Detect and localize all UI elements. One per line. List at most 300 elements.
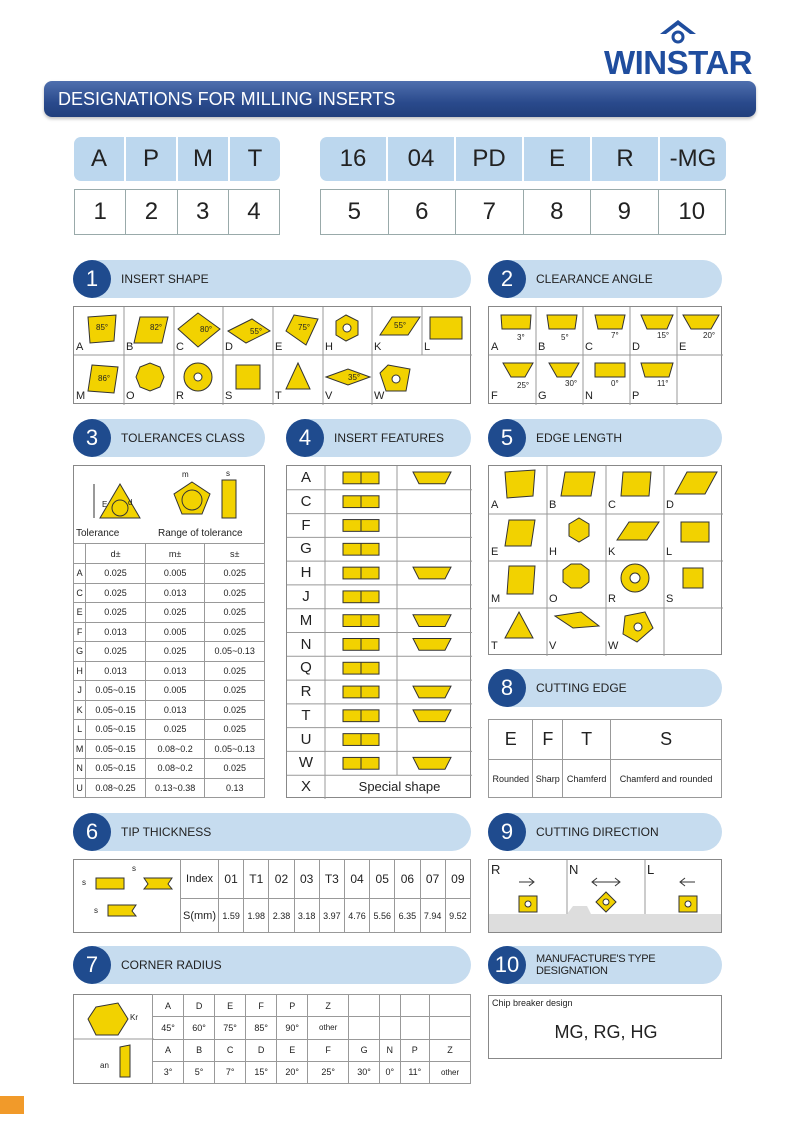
position-cell: 9 bbox=[591, 190, 659, 234]
section-10-header bbox=[488, 946, 722, 984]
tol-cell: C bbox=[74, 583, 86, 603]
section-9-header bbox=[488, 813, 722, 851]
corner-cell: 45° bbox=[153, 1017, 184, 1039]
edge-v-icon bbox=[555, 612, 599, 628]
section-label: INSERT FEATURES bbox=[334, 431, 445, 445]
code-cell: M bbox=[178, 137, 230, 181]
section-label: MANUFACTURE'S TYPE DESIGNATION bbox=[536, 953, 656, 977]
clearance-e-icon bbox=[683, 315, 719, 329]
section-number: 10 bbox=[488, 946, 526, 984]
corner-empty-cell bbox=[400, 995, 430, 1017]
tol-cell: 0.013 bbox=[86, 661, 146, 681]
feature-letter: R bbox=[300, 683, 312, 701]
tol-cell: K bbox=[74, 700, 86, 720]
clearance-drawings bbox=[489, 307, 723, 405]
thickness-value: 5.56 bbox=[370, 899, 395, 933]
corner-cell: P bbox=[277, 995, 308, 1017]
shape-angle: 55° bbox=[250, 327, 263, 336]
section-4-header bbox=[286, 419, 471, 457]
shape-c-icon bbox=[178, 313, 220, 347]
section-label: CLEARANCE ANGLE bbox=[536, 272, 653, 286]
corner-cell: 90° bbox=[277, 1017, 308, 1039]
section-label: TIP THICKNESS bbox=[121, 825, 212, 839]
clearance-a-icon bbox=[501, 315, 531, 329]
edge-letter: H bbox=[549, 546, 557, 558]
insert-features-grid bbox=[286, 465, 471, 798]
brand-logo bbox=[598, 18, 758, 81]
thickness-value: 2.38 bbox=[269, 899, 294, 933]
thickness-axis-label: s bbox=[94, 906, 98, 915]
edge-l-icon bbox=[681, 522, 709, 542]
clearance-angle: 5° bbox=[561, 333, 569, 342]
clearance-angle-grid bbox=[488, 306, 722, 404]
edge-letter: C bbox=[608, 499, 616, 511]
clearance-letter: D bbox=[632, 341, 640, 353]
section-label: INSERT SHAPE bbox=[121, 272, 209, 286]
tol-cell: 0.025 bbox=[86, 564, 146, 584]
clearance-b-icon bbox=[547, 315, 577, 329]
section-number: 8 bbox=[488, 669, 526, 707]
direction-letter: N bbox=[569, 862, 579, 877]
shape-letter: R bbox=[176, 390, 184, 402]
thickness-axis-label: s bbox=[82, 878, 86, 887]
corner-cell: 0° bbox=[380, 1061, 400, 1083]
tol-cell: M bbox=[74, 739, 86, 759]
shape-letter: M bbox=[76, 390, 86, 402]
edge-h-icon bbox=[569, 518, 589, 542]
tol-cell: 0.08~0.2 bbox=[145, 759, 205, 779]
section-7-header bbox=[73, 946, 471, 984]
tol-cell: 0.025 bbox=[145, 603, 205, 623]
an-label: an bbox=[100, 1061, 109, 1070]
edge-length-grid bbox=[488, 465, 722, 655]
tol-cell: 0.05~0.15 bbox=[86, 700, 146, 720]
tol-col-header: d± bbox=[86, 544, 146, 564]
edge-letter: B bbox=[549, 499, 557, 511]
corner-cell: P bbox=[400, 1039, 430, 1061]
feature-side-icon bbox=[413, 710, 451, 722]
clearance-angle: 3° bbox=[517, 333, 525, 342]
corner-empty-cell bbox=[430, 1017, 471, 1039]
tip-thickness-table bbox=[180, 859, 471, 933]
cutting-edge-name: Chamferd and rounded bbox=[611, 760, 722, 798]
section-number: 6 bbox=[73, 813, 111, 851]
index-label: Index bbox=[181, 860, 219, 899]
tol-cell: 0.025 bbox=[205, 681, 265, 701]
corner-cell: 75° bbox=[215, 1017, 246, 1039]
shape-letter: S bbox=[225, 390, 233, 402]
edge-b-icon bbox=[561, 472, 595, 496]
thickness-index: 04 bbox=[344, 860, 369, 899]
corner-cell: E bbox=[215, 995, 246, 1017]
code-cell: 04 bbox=[388, 137, 456, 181]
tolerance-header-left: Tolerance bbox=[76, 528, 120, 539]
thickness-index: T1 bbox=[244, 860, 269, 899]
section-5-header bbox=[488, 419, 722, 457]
edge-letter: L bbox=[666, 546, 673, 558]
thickness-value: 3.97 bbox=[319, 899, 344, 933]
edge-letter: A bbox=[491, 499, 499, 511]
s-label: S(mm) bbox=[181, 899, 219, 933]
special-shape-label: Special shape bbox=[358, 779, 441, 794]
code-cell: E bbox=[524, 137, 592, 181]
kr-label: Kr bbox=[130, 1013, 138, 1022]
shape-angle: 55° bbox=[394, 321, 407, 330]
position-cell: 2 bbox=[126, 190, 177, 234]
section-number: 1 bbox=[73, 260, 111, 298]
tol-cell: 0.025 bbox=[205, 700, 265, 720]
section-1-header bbox=[73, 260, 471, 298]
clearance-angle: 15° bbox=[657, 331, 670, 340]
corner-cell: 25° bbox=[308, 1061, 349, 1083]
tol-cell: 0.05~0.13 bbox=[205, 642, 265, 662]
code-cell: PD bbox=[456, 137, 524, 181]
tol-cell: 0.08~0.2 bbox=[145, 739, 205, 759]
clearance-letter: F bbox=[491, 390, 498, 402]
edge-letter: V bbox=[549, 640, 557, 652]
code-left-bar bbox=[74, 137, 280, 181]
thickness-index: 09 bbox=[445, 860, 470, 899]
clearance-d-icon bbox=[641, 315, 673, 329]
shape-letter: C bbox=[176, 341, 184, 353]
position-cell: 4 bbox=[247, 198, 261, 225]
corner-cell: other bbox=[308, 1017, 349, 1039]
thickness-index: T3 bbox=[319, 860, 344, 899]
tol-cell: 0.005 bbox=[145, 564, 205, 584]
tol-col-header: m± bbox=[145, 544, 205, 564]
tol-cell: F bbox=[74, 622, 86, 642]
clearance-angle: 7° bbox=[611, 331, 619, 340]
cutting-edge-code: T bbox=[563, 720, 611, 760]
clearance-letter: N bbox=[585, 390, 593, 402]
corner-cell: C bbox=[215, 1039, 246, 1061]
code-right-bar bbox=[320, 137, 726, 181]
section-2-header bbox=[488, 260, 722, 298]
clearance-c-icon bbox=[595, 315, 625, 329]
clearance-angle: 0° bbox=[611, 379, 619, 388]
clearance-letter: P bbox=[632, 390, 640, 402]
thickness-index: 02 bbox=[269, 860, 294, 899]
tol-cell: 0.013 bbox=[145, 583, 205, 603]
feature-side-icon bbox=[413, 757, 451, 769]
feature-letter: J bbox=[302, 587, 310, 605]
tolerance-d-label: d bbox=[128, 498, 133, 507]
edge-d-icon bbox=[675, 472, 717, 494]
corner-empty-cell bbox=[349, 1017, 380, 1039]
feature-letter: A bbox=[300, 469, 311, 486]
corner-cell: 60° bbox=[184, 1017, 215, 1039]
tol-cell: N bbox=[74, 759, 86, 779]
shape-angle: 80° bbox=[200, 325, 213, 334]
tol-cell: 0.05~0.15 bbox=[86, 759, 146, 779]
corner-cell: 7° bbox=[215, 1061, 246, 1083]
position-cell: 7 bbox=[456, 190, 524, 234]
thickness-index: 05 bbox=[370, 860, 395, 899]
position-cell: 8 bbox=[524, 190, 592, 234]
edge-length-drawings bbox=[489, 466, 723, 656]
thickness-value: 4.76 bbox=[344, 899, 369, 933]
edge-m-icon bbox=[507, 566, 535, 594]
corner-empty-cell bbox=[380, 1017, 400, 1039]
clearance-letter: C bbox=[585, 341, 593, 353]
section-3-header bbox=[73, 419, 265, 457]
position-left-row bbox=[74, 189, 280, 235]
section-number: 9 bbox=[488, 813, 526, 851]
feature-letter: N bbox=[300, 635, 312, 653]
section-label: TOLERANCES CLASS bbox=[121, 431, 245, 445]
clearance-g-icon bbox=[549, 363, 579, 377]
section-label: EDGE LENGTH bbox=[536, 431, 623, 445]
position-right-row bbox=[320, 189, 726, 235]
cutting-edge-code: F bbox=[533, 720, 563, 760]
edge-s-icon bbox=[683, 568, 703, 588]
thickness-value: 1.98 bbox=[244, 899, 269, 933]
edge-letter: T bbox=[491, 640, 498, 652]
corner-cell: Z bbox=[430, 1039, 471, 1061]
position-cell: 5 bbox=[321, 190, 389, 234]
tol-cell: 0.025 bbox=[86, 603, 146, 623]
tol-cell: 0.13~0.38 bbox=[145, 778, 205, 798]
code-cell: -MG bbox=[669, 145, 717, 172]
edge-letter: W bbox=[608, 640, 619, 652]
tol-cell: 0.08~0.25 bbox=[86, 778, 146, 798]
manufacture-box bbox=[488, 995, 722, 1059]
tol-cell: 0.013 bbox=[86, 622, 146, 642]
edge-letter: K bbox=[608, 546, 616, 558]
tol-cell: E bbox=[74, 603, 86, 623]
corner-cell: 3° bbox=[153, 1061, 184, 1083]
tol-cell: 0.05~0.15 bbox=[86, 681, 146, 701]
clearance-letter: A bbox=[491, 341, 499, 353]
tol-cell: 0.025 bbox=[205, 759, 265, 779]
corner-cell: 20° bbox=[277, 1061, 308, 1083]
edge-k-icon bbox=[617, 522, 659, 540]
code-cell: A bbox=[74, 137, 126, 181]
clearance-angle: 20° bbox=[703, 331, 716, 340]
corner-empty-cell bbox=[380, 995, 400, 1017]
corner-cell: 30° bbox=[349, 1061, 380, 1083]
edge-letter: M bbox=[491, 593, 501, 605]
corner-empty-cell bbox=[430, 995, 471, 1017]
code-cell: 16 bbox=[320, 137, 388, 181]
position-cell: 10 bbox=[678, 198, 706, 225]
tolerance-s-label: s bbox=[226, 469, 230, 478]
feature-letter: G bbox=[300, 540, 312, 558]
shape-letter: T bbox=[275, 390, 282, 402]
thickness-index: 07 bbox=[420, 860, 445, 899]
thickness-value: 3.18 bbox=[294, 899, 319, 933]
cutting-edge-table bbox=[488, 719, 722, 798]
clearance-angle: 25° bbox=[517, 381, 530, 390]
edge-letter: E bbox=[491, 546, 499, 558]
cutting-edge-code: E bbox=[489, 720, 533, 760]
tol-cell: 0.05~0.15 bbox=[86, 739, 146, 759]
tol-cell: 0.025 bbox=[205, 622, 265, 642]
page-title: DESIGNATIONS FOR MILLING INSERTS bbox=[44, 81, 756, 117]
cutting-edge-name: Sharp bbox=[533, 760, 563, 798]
feature-letter: Q bbox=[300, 659, 312, 677]
thickness-value: 6.35 bbox=[395, 899, 420, 933]
section-label: CUTTING DIRECTION bbox=[536, 825, 659, 839]
thickness-index: 03 bbox=[294, 860, 319, 899]
shape-angle: 82° bbox=[150, 323, 163, 332]
corner-cell: F bbox=[246, 995, 277, 1017]
shape-letter: L bbox=[424, 341, 431, 353]
tol-corner bbox=[74, 544, 86, 564]
tolerance-diagram-icon bbox=[74, 466, 266, 526]
thickness-axis-label: s bbox=[132, 864, 136, 873]
corner-cell: 5° bbox=[184, 1061, 215, 1083]
edge-letter: R bbox=[608, 593, 616, 605]
shape-letter: O bbox=[126, 390, 135, 402]
shape-angle: 86° bbox=[98, 374, 111, 383]
clearance-n-icon bbox=[595, 363, 625, 377]
shape-angle: 35° bbox=[348, 373, 361, 382]
corner-cell: F bbox=[308, 1039, 349, 1061]
section-label: CUTTING EDGE bbox=[536, 681, 627, 695]
corner-cell: A bbox=[153, 995, 184, 1017]
code-cell: P bbox=[126, 137, 178, 181]
corner-radius-table bbox=[152, 994, 471, 1084]
section-label: CORNER RADIUS bbox=[121, 958, 222, 972]
tol-cell: 0.025 bbox=[145, 720, 205, 740]
tol-cell: H bbox=[74, 661, 86, 681]
feature-side-icon bbox=[413, 639, 451, 651]
corner-cell: N bbox=[380, 1039, 400, 1061]
edge-a-icon bbox=[505, 470, 535, 498]
tol-cell: 0.13 bbox=[205, 778, 265, 798]
tol-cell: 0.025 bbox=[205, 720, 265, 740]
shape-angle: 75° bbox=[298, 323, 311, 332]
tol-cell: 0.025 bbox=[145, 642, 205, 662]
tol-cell: 0.025 bbox=[205, 603, 265, 623]
cutting-edge-code: S bbox=[611, 720, 722, 760]
tol-cell: 0.025 bbox=[86, 642, 146, 662]
feature-side-icon bbox=[413, 472, 451, 484]
tol-cell: 0.013 bbox=[145, 700, 205, 720]
shape-s-icon bbox=[236, 365, 260, 389]
section-number: 4 bbox=[286, 419, 324, 457]
tip-thickness-diagram bbox=[73, 859, 181, 933]
edge-letter: S bbox=[666, 593, 674, 605]
clearance-letter: B bbox=[538, 341, 546, 353]
tol-cell: 0.025 bbox=[205, 564, 265, 584]
code-cell: R bbox=[592, 137, 660, 181]
tol-cell: 0.05~0.13 bbox=[205, 739, 265, 759]
corner-cell: 11° bbox=[400, 1061, 430, 1083]
tol-cell: A bbox=[74, 564, 86, 584]
corner-radius-diagram bbox=[73, 994, 153, 1084]
shape-o-icon bbox=[136, 363, 164, 391]
feature-letter: M bbox=[299, 611, 313, 629]
section-number: 2 bbox=[488, 260, 526, 298]
direction-letter: L bbox=[647, 862, 655, 877]
corner-empty-cell bbox=[349, 995, 380, 1017]
chip-breaker-label: Chip breaker design bbox=[492, 998, 573, 1008]
insert-shape-grid bbox=[73, 306, 471, 404]
edge-t-icon bbox=[505, 612, 533, 638]
feature-letter: W bbox=[298, 754, 314, 772]
tip-thickness-icon bbox=[74, 860, 182, 934]
section-number: 3 bbox=[73, 419, 111, 457]
direction-letter: R bbox=[491, 862, 501, 877]
tol-cell: 0.025 bbox=[205, 583, 265, 603]
shape-letter: V bbox=[325, 390, 333, 402]
thickness-value: 1.59 bbox=[219, 899, 244, 933]
tol-cell: 0.05~0.15 bbox=[86, 720, 146, 740]
corner-cell: D bbox=[184, 995, 215, 1017]
shape-letter: A bbox=[76, 341, 84, 353]
shape-letter: K bbox=[374, 341, 382, 353]
thickness-index: 06 bbox=[395, 860, 420, 899]
feature-letter: C bbox=[300, 492, 312, 510]
clearance-p-icon bbox=[641, 363, 673, 377]
thickness-value: 9.52 bbox=[445, 899, 470, 933]
tol-cell: 0.025 bbox=[86, 583, 146, 603]
section-6-header bbox=[73, 813, 471, 851]
tol-cell: 0.005 bbox=[145, 681, 205, 701]
corner-cell: A bbox=[153, 1039, 184, 1061]
cutting-direction-drawings bbox=[489, 860, 722, 933]
page-marker bbox=[0, 1096, 24, 1114]
shape-letter: B bbox=[126, 341, 134, 353]
corner-cell: 85° bbox=[246, 1017, 277, 1039]
corner-cell: G bbox=[349, 1039, 380, 1061]
clearance-letter: G bbox=[538, 390, 547, 402]
position-cell: 3 bbox=[178, 190, 229, 234]
feature-letter: X bbox=[300, 778, 311, 796]
tol-cell: 0.005 bbox=[145, 622, 205, 642]
shape-letter: W bbox=[374, 390, 385, 402]
cutting-direction-grid bbox=[488, 859, 722, 933]
clearance-letter: E bbox=[679, 341, 687, 353]
feature-side-icon bbox=[413, 686, 451, 698]
tol-cell: L bbox=[74, 720, 86, 740]
tol-cell: G bbox=[74, 642, 86, 662]
tol-cell: J bbox=[74, 681, 86, 701]
corner-empty-cell bbox=[400, 1017, 430, 1039]
edge-letter: D bbox=[666, 499, 674, 511]
thickness-value: 7.94 bbox=[420, 899, 445, 933]
feature-letter: U bbox=[300, 730, 312, 748]
brand-name: WINSTAR bbox=[603, 44, 753, 81]
clearance-angle: 11° bbox=[657, 379, 669, 388]
tolerance-diagram bbox=[73, 465, 265, 545]
code-cell: T bbox=[247, 145, 263, 172]
corner-cell: B bbox=[184, 1039, 215, 1061]
tol-cell: 0.025 bbox=[205, 661, 265, 681]
section-8-header bbox=[488, 669, 722, 707]
edge-c-icon bbox=[621, 472, 651, 496]
feature-letter: H bbox=[300, 564, 312, 582]
shape-angle: 85° bbox=[96, 323, 109, 332]
shape-letter: D bbox=[225, 341, 233, 353]
shape-l-icon bbox=[430, 317, 462, 339]
tol-cell: 0.013 bbox=[145, 661, 205, 681]
tolerance-header-right: Range of tolerance bbox=[158, 528, 243, 539]
edge-letter: O bbox=[549, 593, 558, 605]
corner-radius-icon bbox=[74, 995, 154, 1085]
corner-cell: Z bbox=[308, 995, 349, 1017]
corner-cell: E bbox=[277, 1039, 308, 1061]
feature-side-icon bbox=[413, 615, 451, 627]
shape-d-icon bbox=[228, 319, 270, 343]
cutting-edge-name: Chamferd bbox=[563, 760, 611, 798]
cutting-edge-name: Rounded bbox=[489, 760, 533, 798]
tolerance-e-label: E bbox=[102, 500, 108, 509]
corner-cell: D bbox=[246, 1039, 277, 1061]
position-cell: 6 bbox=[389, 190, 457, 234]
